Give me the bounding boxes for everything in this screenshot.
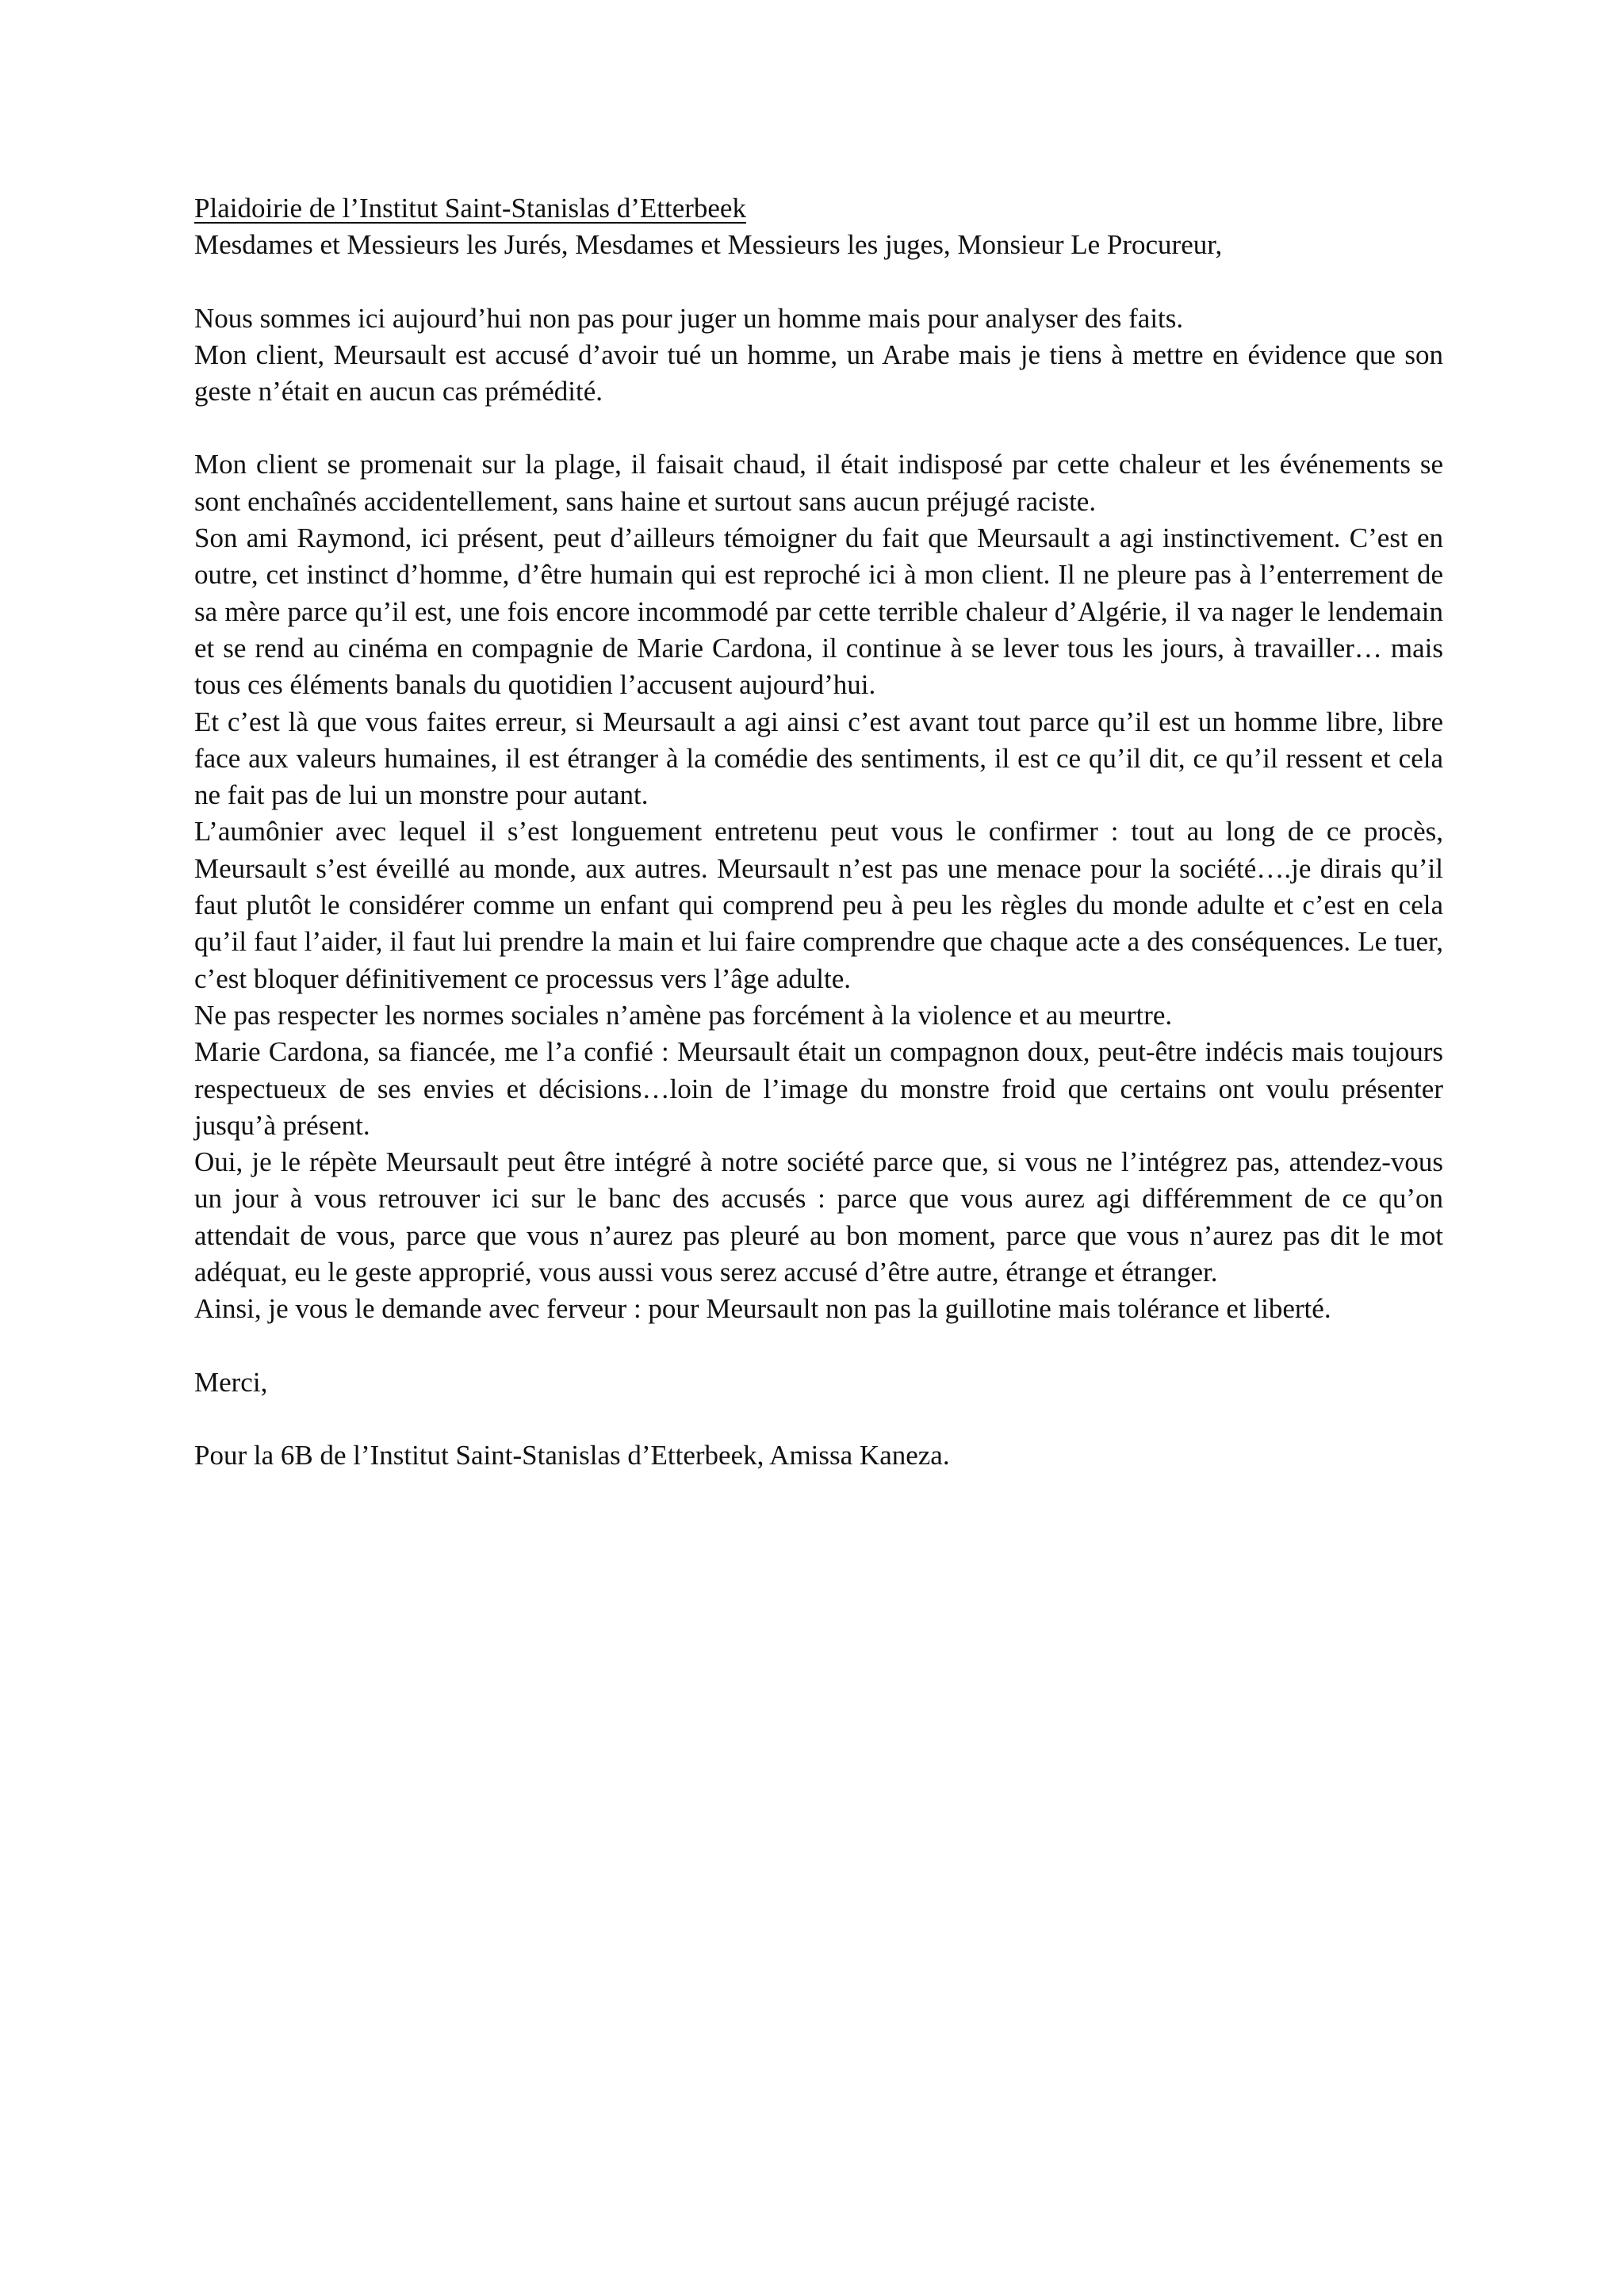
paragraph-beach: Mon client se promenait sur la plage, il faisait chaud, il était indisposé par cette chaleur et les événements se sont enchaînés accidentellement, sans haine et surtout sans aucun préjugé raciste. — [194, 449, 1443, 517]
paragraph-raymond: Son ami Raymond, ici présent, peut d’ailleurs témoigner du fait que Meursault a agi instinctivement. C’est en outre, cet instinct d’homme, d’être humain qui est reproché ici à mon client. Il ne pleure pas à l’enterrement de sa mère parce qu’il est, une fois encore incommodé par cette terrible chaleur d’Algérie, il va nager le lendemain et se rend au cinéma en compagnie de Marie Cardona, il continue à se lever tous les jours, à travailler… mais tous ces éléments banals du quotidien l’accusent aujourd’hui. — [194, 522, 1443, 701]
paragraph-social-norms: Ne pas respecter les normes sociales n’amène pas forcément à la violence et au meurtre. — [194, 999, 1173, 1031]
paragraph-repeat: Oui, je le répète Meursault peut être intégré à notre société parce que, si vous ne l’intégrez pas, attendez-vous un jour à vous retrouver ici sur le banc des accusés : parce que vous aurez agi différemment de ce qu’on attendait de vous, parce que vous n’aurez pas pleuré au bon moment, parce que vous n’aurez pas dit le mot adéquat, eu le geste approprié, vous aussi vous serez accusé d’être autre, étrange et étranger. — [194, 1146, 1443, 1288]
paragraph-marie: Marie Cardona, sa fiancée, me l’a confié : Meursault était un compagnon doux, peut-être indécis mais toujours respectueux de ses envies et décisions…loin de l’image du monstre froid que certains ont voulu présenter jusqu’à présent. — [194, 1036, 1443, 1141]
paragraph-chaplain: L’aumônier avec lequel il s’est longuement entretenu peut vous le confirmer : tout au long de ce procès, Meursault s’est éveillé au monde, aux autres. Meursault n’est pas une menace pour la société….je dirais qu’il faut plutôt le considérer comme un enfant qui comprend peu à peu les règles du monde adulte et c’est en cela qu’il faut l’aider, il faut lui prendre la main et lui faire comprendre que chaque acte a des conséquences. Le tuer, c’est bloquer définitivement ce processus vers l’âge adulte. — [194, 816, 1443, 994]
signature: Pour la 6B de l’Institut Saint-Stanislas d’Etterbeek, Amissa Kaneza. — [194, 1439, 950, 1471]
salutation: Mesdames et Messieurs les Jurés, Mesdames et Messieurs les juges, Monsieur Le Procureur, — [194, 229, 1223, 261]
paragraph-free-man: Et c’est là que vous faites erreur, si Meursault a agi ainsi c’est avant tout parce qu’il est un homme libre, libre face aux valeurs humaines, il est étranger à la comédie des sentiments, il est ce qu’il dit, ce qu’il ressent et cela ne fait pas de lui un monstre pour autant. — [194, 706, 1443, 811]
paragraph-accusation: Mon client, Meursault est accusé d’avoir tué un homme, un Arabe mais je tiens à mettre en évidence que son geste n’était en aucun cas prémédité. — [194, 339, 1443, 408]
closing: Merci, — [194, 1366, 268, 1398]
paragraph-conclusion: Ainsi, je vous le demande avec ferveur : pour Meursault non pas la guillotine mais tolérance et liberté. — [194, 1293, 1331, 1325]
document-title: Plaidoirie de l’Institut Saint-Stanislas d’Etterbeek — [194, 193, 746, 224]
document-body — [194, 190, 1443, 1474]
paragraph-intro: Nous sommes ici aujourd’hui non pas pour juger un homme mais pour analyser des faits. — [194, 302, 1184, 334]
